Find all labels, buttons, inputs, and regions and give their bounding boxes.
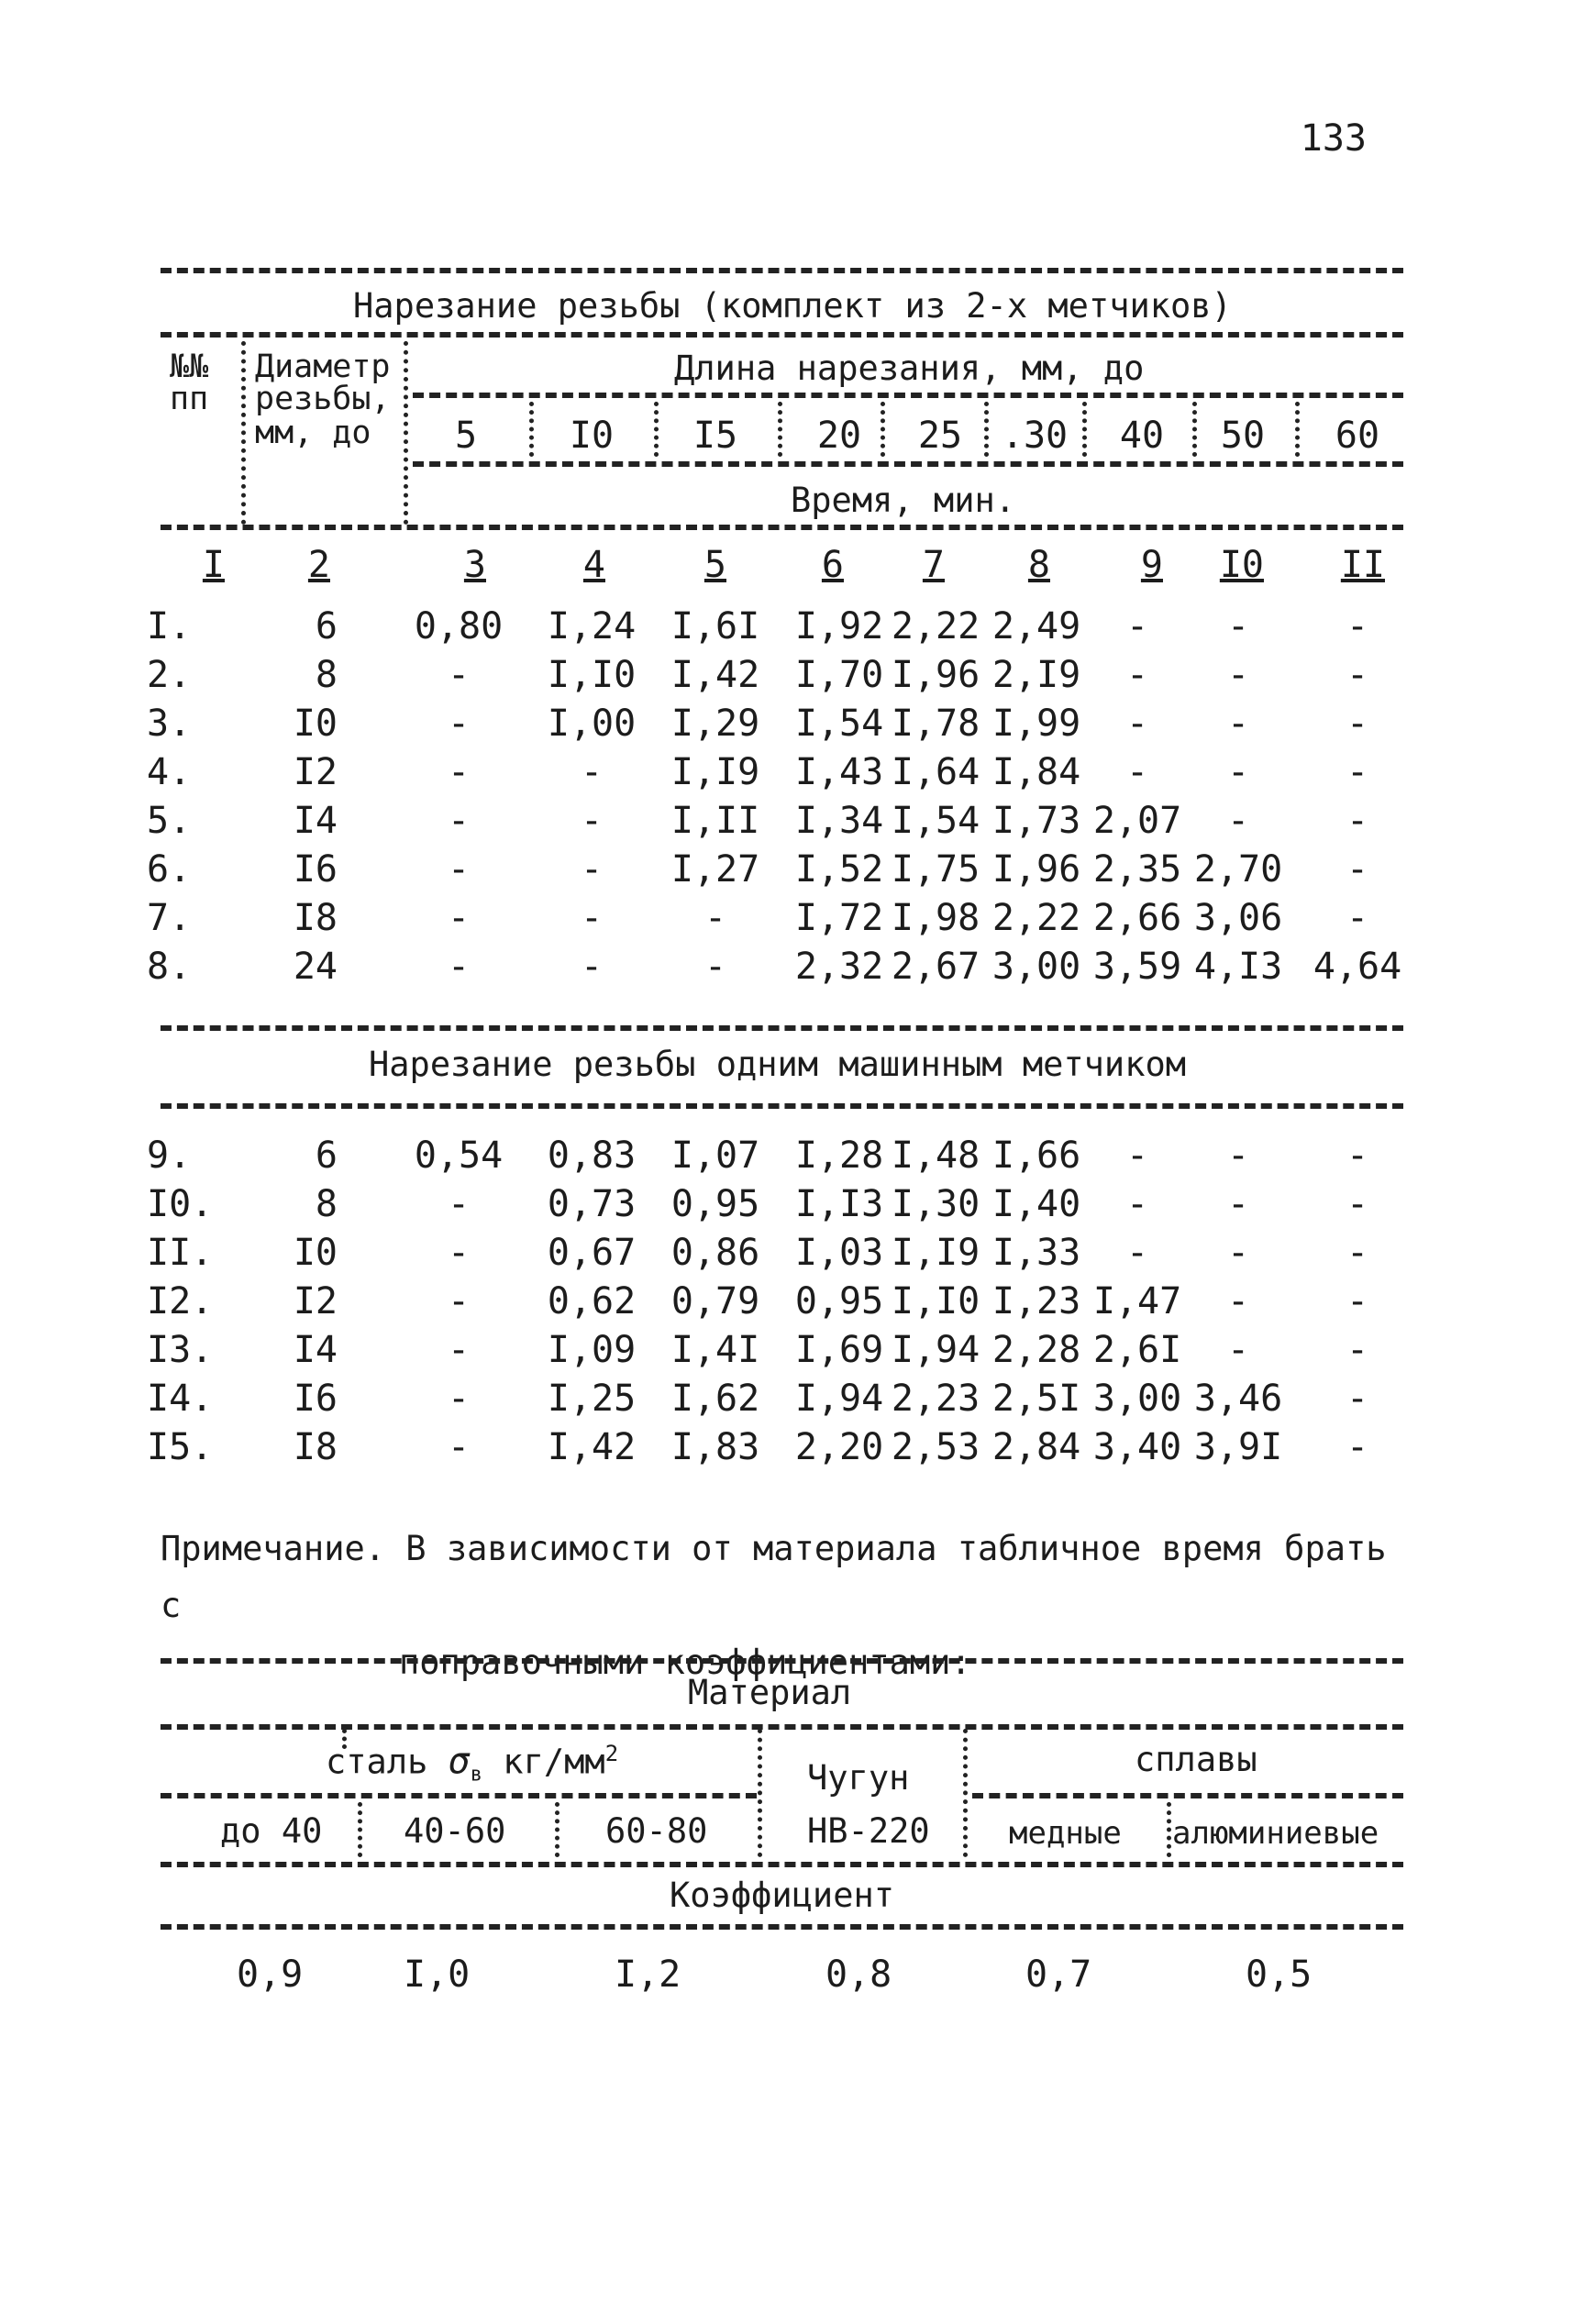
table-cell: - — [1226, 654, 1250, 696]
length-15: I5 — [692, 415, 738, 457]
table-cell: I6 — [293, 1378, 338, 1420]
length-40: 40 — [1119, 415, 1165, 457]
table-cell: 2,23 — [891, 1378, 980, 1420]
table-cell: I,64 — [891, 751, 980, 793]
table-row — [0, 751, 1584, 797]
table-cell: I,I0 — [547, 654, 637, 696]
table-cell: - — [447, 1426, 471, 1468]
table-cell: 0,73 — [547, 1183, 637, 1225]
table-cell: - — [703, 897, 727, 939]
coef-value: 0,5 — [1246, 1953, 1313, 1996]
table-row — [0, 1426, 1584, 1472]
table-cell: - — [580, 897, 604, 939]
table-cell: I,98 — [891, 897, 980, 939]
table-cell: - — [447, 1183, 471, 1225]
table-cell: I,94 — [891, 1329, 980, 1371]
table-cell: 2,5I — [991, 1378, 1081, 1420]
table-cell: 2,28 — [991, 1329, 1081, 1371]
rule — [161, 1862, 1403, 1867]
table-cell: 2,22 — [891, 605, 980, 647]
steel-range-2: 40-60 — [404, 1811, 506, 1851]
table-cell: I,66 — [991, 1134, 1081, 1177]
table-cell: - — [1346, 751, 1369, 793]
table-cell: I,72 — [794, 897, 884, 939]
table-cell: I,09 — [547, 1329, 637, 1371]
table-cell: I,40 — [991, 1183, 1081, 1225]
note-line1: Примечание. В зависимости от материала табличное время брать с — [161, 1529, 1387, 1625]
separator — [1192, 402, 1197, 457]
table-cell: - — [1226, 1134, 1250, 1177]
table-cell: 2,84 — [991, 1426, 1081, 1468]
sigma-sub: в — [470, 1763, 483, 1787]
colnum: 6 — [821, 544, 844, 586]
table-cell: 2,07 — [1092, 800, 1182, 842]
colnum: 9 — [1140, 544, 1163, 586]
length-5: 5 — [454, 415, 478, 457]
table-cell: 0,83 — [547, 1134, 637, 1177]
steel-label: сталь — [326, 1742, 428, 1782]
rule — [161, 332, 1403, 338]
table-cell: - — [1346, 848, 1369, 891]
table-cell: I2 — [293, 1280, 338, 1322]
table-cell: - — [1346, 703, 1369, 745]
table-cell: 2,I9 — [991, 654, 1081, 696]
lengths-row — [0, 415, 1584, 460]
table-cell: I,29 — [670, 703, 760, 745]
table-cell: I,I0 — [891, 1280, 980, 1322]
table-cell: - — [1226, 605, 1250, 647]
table-cell: I6 — [293, 848, 338, 891]
table-cell: - — [447, 1280, 471, 1322]
table-cell: 0,54 — [414, 1134, 504, 1177]
table-cell: I4 — [293, 800, 338, 842]
time-header: Время, мин. — [791, 481, 1016, 520]
table-cell: - — [1226, 1232, 1250, 1274]
separator — [342, 1729, 347, 1749]
rule — [161, 1924, 1403, 1930]
table-cell: 8 — [315, 654, 338, 696]
table-cell: I,69 — [794, 1329, 884, 1371]
table-cell: I,I3 — [794, 1183, 884, 1225]
colnum: 8 — [1027, 544, 1050, 586]
table-cell: I,84 — [991, 751, 1081, 793]
table-cell: I2 — [293, 751, 338, 793]
table-cell: - — [703, 946, 727, 988]
length-30: .30 — [1001, 415, 1069, 457]
table-cell: - — [1125, 751, 1149, 793]
table-cell: - — [1346, 800, 1369, 842]
col-diam-line1: Диаметр — [255, 349, 391, 385]
coef-value: 0,7 — [1025, 1953, 1092, 1996]
steel-unit: кг/мм — [503, 1742, 605, 1782]
table-cell: I8 — [293, 897, 338, 939]
table-cell: - — [1346, 1183, 1369, 1225]
material-header: Материал — [688, 1673, 852, 1712]
table-cell: I,75 — [891, 848, 980, 891]
rule — [161, 1658, 1403, 1664]
length-50: 50 — [1220, 415, 1266, 457]
table-cell: 3,00 — [991, 946, 1081, 988]
table-cell: I4. — [147, 1378, 214, 1420]
table-cell: - — [1346, 1232, 1369, 1274]
table-cell: 3,00 — [1092, 1378, 1182, 1420]
table-cell: 0,95 — [794, 1280, 884, 1322]
separator — [555, 1802, 559, 1857]
table-cell: I,24 — [547, 605, 637, 647]
table-cell: - — [1125, 654, 1149, 696]
separator — [241, 341, 246, 525]
table-cell: - — [1125, 1183, 1149, 1225]
col-diam-line3: мм, до — [255, 415, 371, 451]
table-cell: - — [1346, 1280, 1369, 1322]
colnum: 7 — [922, 544, 945, 586]
table-cell: 7. — [147, 897, 192, 939]
table-row — [0, 1232, 1584, 1278]
table-cell: 2,66 — [1092, 897, 1182, 939]
separator — [778, 402, 782, 457]
page-number: 133 — [1300, 117, 1367, 160]
coef-value: I,2 — [615, 1953, 681, 1996]
table-cell: I,30 — [891, 1183, 980, 1225]
table-cell: - — [447, 1329, 471, 1371]
table-row — [0, 897, 1584, 943]
rule — [413, 393, 1403, 398]
table-row — [0, 848, 1584, 894]
rule — [413, 461, 1403, 467]
table-cell: 24 — [293, 946, 338, 988]
table2-title: Нарезание резьбы одним машинным метчиком — [369, 1045, 1187, 1084]
table-cell: I,I9 — [891, 1232, 980, 1274]
table-cell: I,34 — [794, 800, 884, 842]
cast-iron-hb: НВ-220 — [807, 1811, 930, 1851]
table-row — [0, 1134, 1584, 1180]
table-row — [0, 1329, 1584, 1375]
cast-iron-label: Чугун — [807, 1758, 910, 1798]
rule — [161, 1793, 757, 1798]
table-cell: - — [580, 751, 604, 793]
table-cell: - — [1346, 1378, 1369, 1420]
table-cell: 2. — [147, 654, 192, 696]
table-cell: - — [447, 1232, 471, 1274]
table-cell: I,28 — [794, 1134, 884, 1177]
table-cell: 2,6I — [1092, 1329, 1182, 1371]
table-cell: - — [1226, 751, 1250, 793]
table-row — [0, 1183, 1584, 1229]
table-cell: - — [1125, 703, 1149, 745]
table-cell: 2,70 — [1193, 848, 1283, 891]
table-cell: 6 — [315, 605, 338, 647]
colnum: 3 — [463, 544, 486, 586]
table-cell: I,48 — [891, 1134, 980, 1177]
table-cell: 0,62 — [547, 1280, 637, 1322]
table-cell: 3,40 — [1092, 1426, 1182, 1468]
coef-value: 0,9 — [237, 1953, 304, 1996]
table-cell: 4,I3 — [1193, 946, 1283, 988]
table-cell: 9. — [147, 1134, 192, 1177]
coef-value: 0,8 — [825, 1953, 892, 1996]
table-cell: I,99 — [991, 703, 1081, 745]
table-cell: I,23 — [991, 1280, 1081, 1322]
table-row — [0, 800, 1584, 846]
table-cell: 2,67 — [891, 946, 980, 988]
table-cell: 0,80 — [414, 605, 504, 647]
table-cell: I,96 — [991, 848, 1081, 891]
table-cell: I0. — [147, 1183, 214, 1225]
table-cell: - — [447, 751, 471, 793]
length-60: 60 — [1335, 415, 1380, 457]
colnum: I0 — [1219, 544, 1264, 586]
table-cell: I,33 — [991, 1232, 1081, 1274]
col-no-line2: пп — [170, 381, 209, 417]
table-cell: II. — [147, 1232, 214, 1274]
table-cell: 2,22 — [991, 897, 1081, 939]
table-cell: 2,20 — [794, 1426, 884, 1468]
table-cell: 0,67 — [547, 1232, 637, 1274]
table-cell: I,78 — [891, 703, 980, 745]
separator — [758, 1729, 762, 1857]
table-cell: I,27 — [670, 848, 760, 891]
alloys-label: сплавы — [1135, 1740, 1257, 1779]
table-cell: I,07 — [670, 1134, 760, 1177]
separator — [358, 1802, 362, 1857]
table-row — [0, 1280, 1584, 1326]
table-cell: I,70 — [794, 654, 884, 696]
table-cell: I,II — [670, 800, 760, 842]
table-cell: - — [447, 800, 471, 842]
table-cell: 2,35 — [1092, 848, 1182, 891]
table-cell: - — [1346, 605, 1369, 647]
separator — [404, 341, 408, 525]
table-cell: - — [447, 703, 471, 745]
table-cell: 8 — [315, 1183, 338, 1225]
col-no-line1: №№ — [170, 349, 209, 385]
coefficient-header: Коэффициент — [670, 1876, 895, 1915]
table-cell: I0 — [293, 703, 338, 745]
table-cell: - — [1346, 897, 1369, 939]
separator — [1082, 402, 1087, 457]
table-cell: 0,86 — [670, 1232, 760, 1274]
separator — [654, 402, 659, 457]
table-cell: I4 — [293, 1329, 338, 1371]
table-cell: I,96 — [891, 654, 980, 696]
length-10: I0 — [569, 415, 615, 457]
separator — [1167, 1802, 1171, 1857]
table-cell: 0,79 — [670, 1280, 760, 1322]
column-numbers-row — [0, 544, 1584, 590]
table-cell: 2,49 — [991, 605, 1081, 647]
table-cell: I,47 — [1092, 1280, 1182, 1322]
table-cell: I,25 — [547, 1378, 637, 1420]
table-cell: 3,06 — [1193, 897, 1283, 939]
separator — [1295, 402, 1300, 457]
table-cell: 4. — [147, 751, 192, 793]
table-cell: - — [447, 1378, 471, 1420]
table-row — [0, 1378, 1584, 1423]
length-25: 25 — [917, 415, 963, 457]
separator — [881, 402, 885, 457]
table-cell: - — [1346, 1134, 1369, 1177]
colnum: I — [202, 544, 225, 586]
note — [161, 1521, 1426, 1691]
table-cell: I. — [147, 605, 192, 647]
table-cell: - — [1226, 703, 1250, 745]
table-cell: 3,59 — [1092, 946, 1182, 988]
table-cell: I,92 — [794, 605, 884, 647]
table-cell: I,42 — [670, 654, 760, 696]
table-row — [0, 946, 1584, 991]
table-cell: I8 — [293, 1426, 338, 1468]
table-cell: I,03 — [794, 1232, 884, 1274]
table-cell: I,I9 — [670, 751, 760, 793]
table-row — [0, 605, 1584, 651]
table-cell: - — [447, 654, 471, 696]
table-cell: - — [1346, 1426, 1369, 1468]
table-cell: I,6I — [670, 605, 760, 647]
table-cell: 6. — [147, 848, 192, 891]
colnum: 4 — [582, 544, 605, 586]
table-cell: 6 — [315, 1134, 338, 1177]
separator — [984, 402, 989, 457]
table-cell: - — [1346, 1329, 1369, 1371]
table-cell: - — [447, 946, 471, 988]
table-cell: I,00 — [547, 703, 637, 745]
steel-header — [326, 1740, 619, 1787]
rule — [161, 268, 1403, 273]
length-20: 20 — [816, 415, 862, 457]
col-diam-line2: резьбы, — [255, 381, 391, 417]
table-cell: 5. — [147, 800, 192, 842]
table-cell: - — [1226, 800, 1250, 842]
table-cell: - — [580, 848, 604, 891]
table-cell: I,83 — [670, 1426, 760, 1468]
table-cell: - — [1125, 1232, 1149, 1274]
table-cell: 0,95 — [670, 1183, 760, 1225]
table-cell: I,73 — [991, 800, 1081, 842]
rule — [161, 1103, 1403, 1109]
rule — [161, 1724, 1403, 1730]
table-cell: I5. — [147, 1426, 214, 1468]
table-cell: - — [1226, 1183, 1250, 1225]
table-cell: I,42 — [547, 1426, 637, 1468]
table-cell: 3,46 — [1193, 1378, 1283, 1420]
table-cell: 4,64 — [1313, 946, 1402, 988]
table-cell: 8. — [147, 946, 192, 988]
table-cell: 3,9I — [1193, 1426, 1283, 1468]
rule — [161, 1025, 1403, 1031]
length-header: Длина нарезания, мм, до — [674, 349, 1145, 388]
steel-unit-sup: 2 — [604, 1741, 619, 1766]
table-cell: - — [1346, 654, 1369, 696]
steel-range-1: до 40 — [220, 1811, 323, 1851]
table-cell: I,62 — [670, 1378, 760, 1420]
table-cell: I,4I — [670, 1329, 760, 1371]
steel-range-3: 60-80 — [605, 1811, 708, 1851]
coef-value: I,0 — [404, 1953, 471, 1996]
table-cell: I,54 — [891, 800, 980, 842]
table-cell: 2,53 — [891, 1426, 980, 1468]
table-cell: I,52 — [794, 848, 884, 891]
colnum: 5 — [703, 544, 726, 586]
table-cell: - — [1226, 1329, 1250, 1371]
table-cell: 2,32 — [794, 946, 884, 988]
table-cell: - — [1226, 1280, 1250, 1322]
table-cell: 3. — [147, 703, 192, 745]
table-cell: - — [447, 897, 471, 939]
table-cell: I,54 — [794, 703, 884, 745]
table-cell: I3. — [147, 1329, 214, 1371]
table-cell: I0 — [293, 1232, 338, 1274]
alloy-copper: медные — [1009, 1815, 1122, 1852]
table-cell: - — [580, 800, 604, 842]
table-cell: - — [1125, 605, 1149, 647]
rule — [972, 1793, 1403, 1798]
alloy-aluminium: алюминиевые — [1172, 1815, 1379, 1852]
rule — [161, 525, 1403, 530]
table-row — [0, 703, 1584, 748]
table-cell: - — [1125, 1134, 1149, 1177]
table-cell: I,43 — [794, 751, 884, 793]
separator — [529, 402, 534, 457]
table-cell: I2. — [147, 1280, 214, 1322]
separator — [963, 1729, 968, 1857]
table1-title: Нарезание резьбы (комплект из 2-х метчиков) — [353, 286, 1232, 326]
table-cell: - — [447, 848, 471, 891]
table-cell: - — [580, 946, 604, 988]
sigma-symbol: σ — [448, 1740, 471, 1783]
note-line2: поправочными коэффициентами: — [399, 1643, 971, 1682]
table-cell: I,94 — [794, 1378, 884, 1420]
table-row — [0, 654, 1584, 700]
colnum: 2 — [307, 544, 330, 586]
colnum: II — [1340, 544, 1385, 586]
